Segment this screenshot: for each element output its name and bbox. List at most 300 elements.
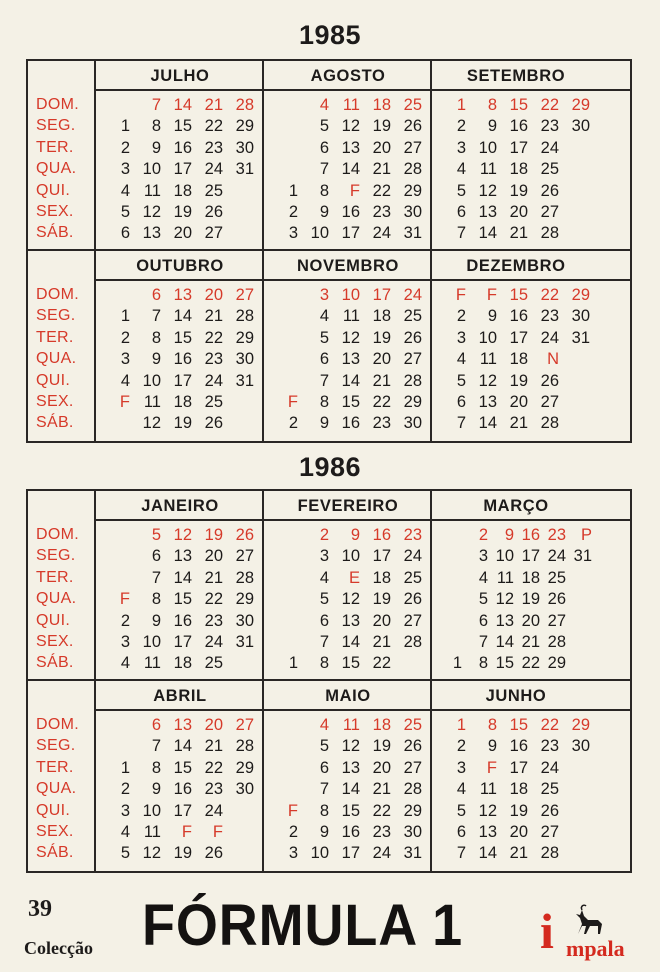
calendar-day: 6: [456, 393, 466, 411]
month-name: NOVEMBRO: [297, 257, 399, 275]
calendar-day: 27: [547, 611, 566, 630]
calendar-day: 22: [204, 117, 223, 136]
day-name-label: TER.: [36, 138, 74, 156]
calendar-day: 1: [456, 96, 466, 114]
calendar-day: 18: [372, 716, 391, 734]
calendar-day: 17: [509, 328, 528, 347]
calendar-day: 3: [456, 138, 466, 157]
calendar-day: 14: [173, 96, 192, 114]
calendar-day: 11: [479, 780, 497, 799]
calendar-day: 10: [341, 286, 360, 304]
calendar-day: 13: [341, 758, 360, 777]
calendar-day: 23: [204, 138, 223, 157]
calendar-day: 12: [478, 181, 497, 200]
calendar-day: 26: [540, 801, 559, 820]
calendar-day: 17: [372, 547, 391, 566]
calendar-day: 22: [372, 801, 391, 820]
calendar-day: 28: [403, 371, 422, 390]
calendar-day: 22: [372, 393, 391, 411]
calendar-day: 11: [496, 568, 514, 587]
calendar-day: 15: [173, 328, 192, 347]
day-name-label: TER.: [36, 328, 74, 346]
calendar-day: 8: [151, 758, 161, 777]
month-name: JANEIRO: [141, 497, 219, 515]
impala-logo-i: i: [540, 903, 554, 959]
calendar-day: 19: [521, 590, 540, 609]
calendar-day: 15: [173, 590, 192, 609]
calendar-day: 16: [341, 203, 360, 221]
day-name-label: TER.: [36, 758, 74, 776]
grid-hline: [96, 89, 630, 91]
calendar-day: 29: [235, 117, 254, 136]
calendar-day: 12: [341, 328, 360, 347]
calendar-day: 9: [487, 117, 497, 136]
calendar-day: 21: [204, 568, 223, 587]
calendar-day: 17: [372, 286, 391, 304]
impala-logo-text: mpala: [566, 936, 625, 961]
calendar-day: 20: [204, 547, 223, 566]
day-name-label: DOM.: [36, 526, 79, 543]
calendar-day: 17: [341, 224, 360, 243]
calendar-day: 9: [504, 526, 514, 544]
calendar-day: 17: [521, 547, 540, 566]
calendar-day: 22: [540, 716, 559, 734]
calendar-day: 25: [540, 780, 559, 799]
calendar-day: 23: [372, 823, 391, 841]
calendar-day: 20: [204, 286, 223, 304]
calendar-day: 7: [319, 371, 329, 390]
calendar-day: 9: [350, 526, 360, 544]
calendar-day: 22: [204, 590, 223, 609]
calendar-day: 6: [151, 547, 161, 566]
calendar-day: 1: [120, 117, 130, 136]
month-name: AGOSTO: [310, 67, 386, 85]
day-name-label: SEG.: [36, 737, 76, 755]
grid-vline: [262, 61, 264, 441]
brand-title: FÓRMULA 1: [142, 893, 464, 958]
calendar-day: 2: [288, 414, 298, 433]
calendar-block-1985: [26, 59, 632, 443]
calendar-day: 3: [288, 844, 298, 863]
calendar-day: 14: [478, 414, 497, 433]
calendar-day: 31: [235, 371, 254, 390]
calendar-day: 10: [478, 328, 497, 347]
calendar-day: 6: [151, 286, 161, 304]
calendar-day: 4: [456, 780, 466, 799]
calendar-day: 26: [204, 203, 223, 221]
calendar-day: 30: [235, 350, 254, 369]
calendar-day: 2: [288, 823, 298, 841]
calendar-day: 26: [403, 590, 422, 609]
calendar-day: 25: [403, 568, 422, 587]
calendar-day: 6: [478, 611, 488, 630]
calendar-day: 29: [235, 590, 254, 609]
grid-vline: [94, 61, 96, 441]
calendar-day: 4: [319, 96, 329, 114]
day-name-label: DOM.: [36, 96, 79, 113]
calendar-day: 7: [319, 160, 329, 179]
calendar-day: 5: [120, 203, 130, 221]
calendar-day: 14: [341, 780, 360, 799]
day-name-label: TER.: [36, 568, 74, 586]
calendar-day: 4: [456, 350, 466, 369]
calendar-day: 23: [403, 526, 422, 544]
calendar-day: 13: [173, 716, 192, 734]
calendar-day: 6: [151, 716, 161, 734]
calendar-day: 14: [478, 844, 497, 863]
calendar-day: 25: [204, 654, 223, 673]
calendar-day: 14: [495, 633, 514, 651]
calendar-day: 19: [372, 117, 391, 136]
calendar-day: 8: [319, 654, 329, 673]
calendar-day: 27: [403, 138, 422, 157]
calendar-day: 30: [403, 203, 422, 221]
calendar-day: 6: [319, 611, 329, 630]
calendar-day: 17: [509, 758, 528, 777]
calendar-day: 11: [143, 181, 161, 200]
calendar-day: 5: [319, 117, 329, 136]
calendar-day: 5: [120, 844, 130, 863]
calendar-day: 19: [173, 414, 192, 433]
calendar-day: 2: [456, 737, 466, 756]
grid-hline: [96, 709, 630, 711]
calendar-day: 18: [173, 181, 192, 200]
calendar-day: 28: [235, 568, 254, 587]
calendar-day: 24: [540, 328, 559, 347]
calendar-day: 25: [403, 716, 422, 734]
calendar-day: 15: [341, 654, 360, 673]
calendar-day: 27: [403, 611, 422, 630]
calendar-day: 22: [204, 758, 223, 777]
calendar-day: 15: [495, 654, 514, 673]
calendar-day: 9: [319, 823, 329, 841]
calendar-day: 7: [151, 737, 161, 756]
calendar-day: 2: [120, 328, 130, 347]
calendar-day: N: [547, 350, 559, 369]
calendar-day: 23: [372, 414, 391, 433]
calendar-day: 15: [509, 716, 528, 734]
calendar-day: 2: [120, 611, 130, 630]
calendar-day: 9: [487, 307, 497, 326]
calendar-day: 8: [319, 181, 329, 200]
calendar-day: 22: [521, 654, 540, 673]
calendar-day: F: [486, 286, 497, 304]
calendar-day: 1: [120, 307, 130, 326]
calendar-day: 17: [509, 138, 528, 157]
calendar-day: 29: [403, 393, 422, 411]
calendar-day: 10: [142, 160, 161, 179]
calendar-day: 21: [509, 844, 528, 863]
month-name: JUNHO: [485, 687, 547, 705]
calendar-day: 25: [403, 96, 422, 114]
calendar-day: 13: [173, 547, 192, 566]
calendar-day: 10: [310, 224, 329, 243]
calendar-day: 7: [478, 633, 488, 651]
calendar-day: 31: [571, 328, 590, 347]
calendar-day: 27: [204, 224, 223, 243]
calendar-day: 24: [204, 160, 223, 179]
calendar-day: 8: [319, 801, 329, 820]
day-name-label: SEG.: [36, 547, 76, 565]
calendar-day: 27: [403, 350, 422, 369]
calendar-day: 21: [509, 224, 528, 243]
grid-hline: [28, 679, 630, 681]
year-1986-title: 1986: [298, 452, 362, 482]
calendar-day: 18: [509, 350, 528, 369]
calendar-day: 18: [509, 160, 528, 179]
calendar-day: 19: [509, 801, 528, 820]
calendar-day: 26: [403, 117, 422, 136]
day-name-label: SEX.: [36, 393, 74, 410]
calendar-day: 11: [342, 307, 360, 326]
calendar-day: 13: [495, 611, 514, 630]
calendar-day: 30: [571, 117, 590, 136]
calendar-day: 14: [478, 224, 497, 243]
grid-hline: [28, 249, 630, 251]
month-name: FEVEREIRO: [297, 497, 399, 515]
calendar-day: 15: [341, 393, 360, 411]
calendar-day: 16: [173, 780, 192, 799]
calendar-day: 5: [151, 526, 161, 544]
calendar-day: F: [181, 823, 192, 841]
calendar-day: 21: [204, 737, 223, 756]
calendar-day: 27: [540, 203, 559, 221]
calendar-day: 21: [372, 633, 391, 651]
calendar-day: 8: [151, 590, 161, 609]
calendar-day: 17: [173, 371, 192, 390]
day-name-label: QUA.: [36, 350, 77, 368]
calendar-day: 27: [540, 393, 559, 411]
calendar-day: 24: [540, 758, 559, 777]
calendar-day: 19: [173, 203, 192, 221]
calendar-day: 31: [573, 547, 592, 566]
calendar-day: 19: [509, 371, 528, 390]
calendar-day: 4: [120, 823, 130, 841]
calendar-day: 8: [487, 96, 497, 114]
calendar-day: 11: [143, 654, 161, 673]
calendar-day: 3: [456, 758, 466, 777]
grid-vline: [430, 491, 432, 871]
calendar-day: 24: [403, 547, 422, 566]
calendar-day: 4: [120, 181, 130, 200]
calendar-day: 23: [204, 611, 223, 630]
calendar-day: 27: [235, 547, 254, 566]
day-name-label: SEX.: [36, 823, 74, 840]
calendar-day: 31: [235, 160, 254, 179]
calendar-day: 31: [403, 224, 422, 243]
calendar-day: 1: [452, 654, 462, 673]
calendar-day: 18: [173, 393, 192, 411]
calendar-day: 21: [509, 414, 528, 433]
calendar-day: 16: [173, 611, 192, 630]
calendar-day: 26: [235, 526, 254, 544]
calendar-day: P: [580, 526, 592, 544]
calendar-day: 7: [319, 780, 329, 799]
calendar-day: 13: [478, 393, 497, 411]
month-name: JULHO: [150, 67, 210, 85]
calendar-day: 15: [173, 117, 192, 136]
calendar-day: 20: [173, 224, 192, 243]
calendar-day: 14: [173, 307, 192, 326]
calendar-day: 23: [540, 307, 559, 326]
calendar-day: 20: [372, 350, 391, 369]
calendar-day: 4: [120, 654, 130, 673]
month-name: OUTUBRO: [136, 257, 224, 275]
calendar-day: 13: [142, 224, 161, 243]
calendar-day: 21: [204, 96, 223, 114]
day-name-label: SEG.: [36, 117, 76, 135]
calendar-day: 14: [173, 737, 192, 756]
calendar-day: 12: [478, 801, 497, 820]
calendar-day: 30: [403, 823, 422, 841]
calendar-day: 23: [540, 117, 559, 136]
calendar-day: 20: [509, 203, 528, 221]
calendar-day: 16: [372, 526, 391, 544]
calendar-day: 20: [521, 611, 540, 630]
day-name-label: QUI.: [36, 371, 71, 389]
calendar-day: 3: [319, 286, 329, 304]
calendar-day: 14: [341, 371, 360, 390]
calendar-day: 29: [547, 654, 566, 673]
day-name-label: QUI.: [36, 181, 71, 199]
calendar-day: 13: [173, 286, 192, 304]
calendar-day: 30: [403, 414, 422, 433]
calendar-day: 19: [372, 737, 391, 756]
calendar-day: 3: [120, 633, 130, 651]
calendar-day: 11: [342, 96, 360, 114]
calendar-day: 11: [143, 823, 161, 841]
calendar-day: 12: [341, 117, 360, 136]
calendar-day: 30: [235, 611, 254, 630]
calendar-day: 5: [456, 801, 466, 820]
day-name-label: QUA.: [36, 160, 77, 178]
calendar-day: 27: [540, 823, 559, 841]
grid-vline: [94, 491, 96, 871]
calendar-day: 19: [173, 844, 192, 863]
calendar-block-1986: [26, 489, 632, 873]
calendar-day: 18: [372, 96, 391, 114]
calendar-day: 23: [372, 203, 391, 221]
calendar-day: 20: [372, 138, 391, 157]
calendar-day: 12: [495, 590, 514, 609]
calendar-day: 22: [204, 328, 223, 347]
calendar-day: 25: [547, 568, 566, 587]
day-name-label: QUI.: [36, 801, 71, 819]
calendar-day: 2: [120, 780, 130, 799]
calendar-day: 24: [204, 801, 223, 820]
grid-vline: [262, 491, 264, 871]
calendar-day: 26: [540, 371, 559, 390]
calendar-day: 18: [173, 654, 192, 673]
calendar-day: 29: [571, 716, 590, 734]
calendar-day: 24: [540, 138, 559, 157]
calendar-day: 10: [142, 633, 161, 651]
calendar-day: 10: [142, 801, 161, 820]
day-name-label: SÁB.: [36, 654, 74, 672]
year-1985-title: 1985: [298, 20, 362, 50]
calendar-day: 5: [319, 590, 329, 609]
calendar-day: 28: [403, 780, 422, 799]
calendar-day: 25: [204, 393, 223, 411]
calendar-day: 25: [540, 160, 559, 179]
calendar-day: 12: [478, 371, 497, 390]
calendar-day: E: [348, 568, 360, 587]
day-name-label: QUI.: [36, 611, 71, 629]
calendar-day: 3: [288, 224, 298, 243]
calendar-day: 3: [120, 801, 130, 820]
calendar-day: 20: [204, 716, 223, 734]
calendar-day: 12: [173, 526, 192, 544]
calendar-day: 3: [319, 547, 329, 566]
calendar-day: 28: [540, 224, 559, 243]
calendar-day: 29: [403, 181, 422, 200]
calendar-day: 8: [151, 117, 161, 136]
calendar-day: 26: [403, 737, 422, 756]
calendar-day: 17: [173, 160, 192, 179]
calendar-day: 10: [310, 844, 329, 863]
impala-deer-icon: [572, 904, 606, 938]
calendar-day: 15: [341, 801, 360, 820]
calendar-day: 23: [204, 780, 223, 799]
month-name: DEZEMBRO: [466, 257, 566, 275]
calendar-day: 2: [456, 307, 466, 326]
calendar-day: 7: [151, 307, 161, 326]
calendar-day: 16: [173, 350, 192, 369]
calendar-day: 13: [478, 823, 497, 841]
calendar-day: F: [119, 590, 130, 609]
calendar-day: 4: [319, 716, 329, 734]
calendar-day: 29: [571, 96, 590, 114]
calendar-day: 13: [341, 611, 360, 630]
calendar-day: 21: [204, 307, 223, 326]
calendar-day: 5: [319, 328, 329, 347]
calendar-day: 7: [151, 568, 161, 587]
calendar-day: 27: [403, 758, 422, 777]
calendar-day: 8: [151, 328, 161, 347]
calendar-day: 9: [151, 611, 161, 630]
calendar-day: 26: [204, 844, 223, 863]
calendar-day: 28: [540, 414, 559, 433]
calendar-day: 11: [479, 350, 497, 369]
calendar-day: 28: [403, 633, 422, 651]
calendar-day: 24: [547, 547, 566, 566]
calendar-day: 17: [173, 633, 192, 651]
day-name-label: DOM.: [36, 716, 79, 733]
calendar-day: 28: [235, 96, 254, 114]
calendar-day: 13: [478, 203, 497, 221]
calendar-day: 28: [547, 633, 566, 651]
calendar-day: 22: [372, 654, 391, 673]
day-name-label: SEX.: [36, 203, 74, 220]
calendar-day: 7: [319, 633, 329, 651]
calendar-day: 19: [372, 328, 391, 347]
day-name-label: SEG.: [36, 307, 76, 325]
calendar-day: 30: [571, 307, 590, 326]
calendar-day: 14: [341, 633, 360, 651]
calendar-day: 2: [288, 203, 298, 221]
calendar-day: 7: [151, 96, 161, 114]
month-name: SETEMBRO: [466, 67, 566, 85]
calendar-day: 1: [288, 181, 298, 200]
calendar-day: 5: [456, 181, 466, 200]
calendar-day: 25: [204, 181, 223, 200]
calendar-day: F: [455, 286, 466, 304]
calendar-day: 22: [540, 96, 559, 114]
calendar-day: 9: [487, 737, 497, 756]
calendar-day: 26: [547, 590, 566, 609]
calendar-day: 6: [319, 350, 329, 369]
calendar-day: 29: [235, 328, 254, 347]
